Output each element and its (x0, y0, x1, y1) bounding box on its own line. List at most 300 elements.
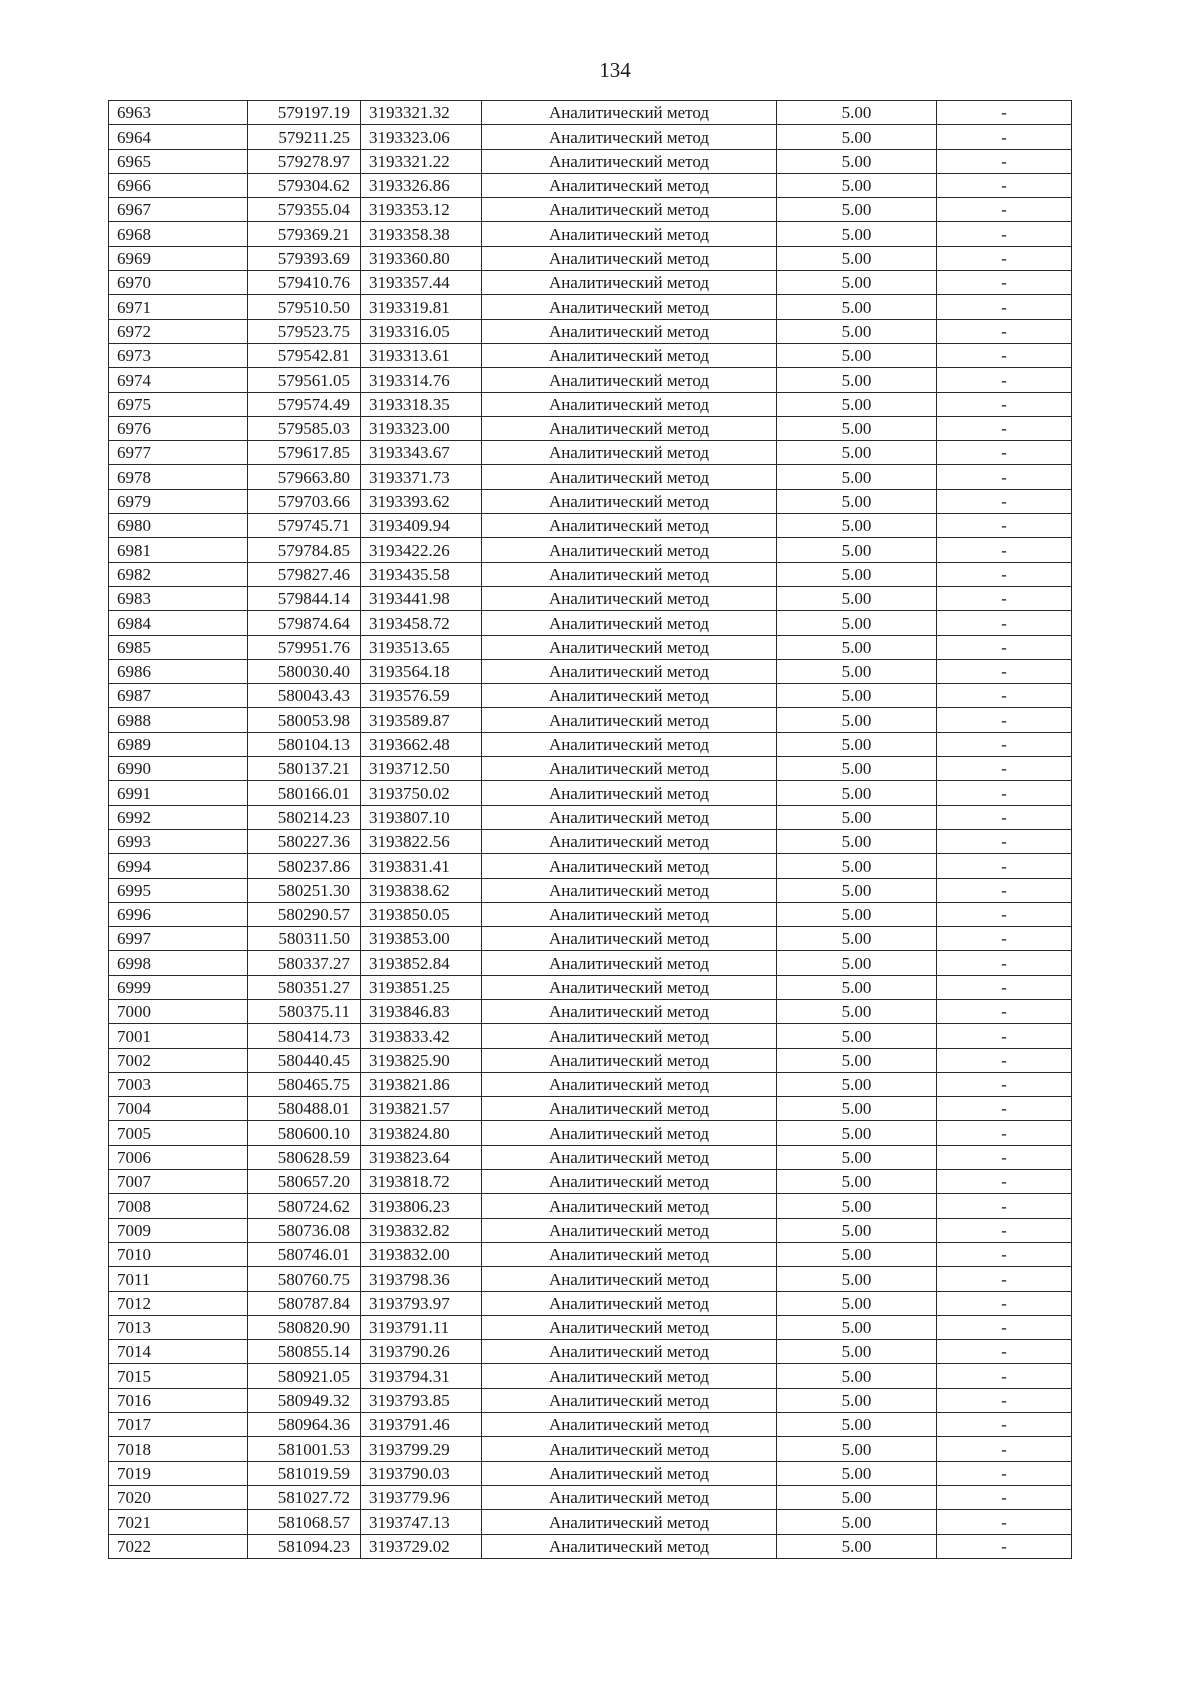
y-coordinate-cell: 3193850.05 (361, 902, 482, 926)
method-cell: Аналитический метод (482, 514, 777, 538)
table-row (109, 1194, 1072, 1218)
point-number-cell: 7021 (109, 1510, 248, 1534)
x-coordinate-cell: 579874.64 (248, 611, 361, 635)
y-coordinate-cell: 3193393.62 (361, 489, 482, 513)
method-cell: Аналитический метод (482, 1121, 777, 1145)
accuracy-value-cell: 5.00 (777, 1194, 937, 1218)
point-number-cell: 7008 (109, 1194, 248, 1218)
method-cell: Аналитический метод (482, 295, 777, 319)
point-number-cell: 6976 (109, 416, 248, 440)
point-number-cell: 6975 (109, 392, 248, 416)
accuracy-value-cell: 5.00 (777, 125, 937, 149)
y-coordinate-cell: 3193589.87 (361, 708, 482, 732)
method-cell: Аналитический метод (482, 951, 777, 975)
point-number-cell: 6981 (109, 538, 248, 562)
point-number-cell: 6971 (109, 295, 248, 319)
y-coordinate-cell: 3193793.97 (361, 1291, 482, 1315)
x-coordinate-cell: 580414.73 (248, 1024, 361, 1048)
note-cell: - (937, 319, 1072, 343)
note-cell: - (937, 392, 1072, 416)
accuracy-value-cell: 5.00 (777, 999, 937, 1023)
note-cell: - (937, 659, 1072, 683)
note-cell: - (937, 927, 1072, 951)
x-coordinate-cell: 581027.72 (248, 1485, 361, 1509)
table-row (109, 951, 1072, 975)
method-cell: Аналитический метод (482, 538, 777, 562)
x-coordinate-cell: 579542.81 (248, 343, 361, 367)
accuracy-value-cell: 5.00 (777, 586, 937, 610)
method-cell: Аналитический метод (482, 416, 777, 440)
table-row (109, 1534, 1072, 1558)
note-cell: - (937, 586, 1072, 610)
x-coordinate-cell: 580375.11 (248, 999, 361, 1023)
point-number-cell: 7004 (109, 1097, 248, 1121)
note-cell: - (937, 1510, 1072, 1534)
method-cell: Аналитический метод (482, 1364, 777, 1388)
accuracy-value-cell: 5.00 (777, 1388, 937, 1412)
method-cell: Аналитический метод (482, 708, 777, 732)
x-coordinate-cell: 579523.75 (248, 319, 361, 343)
y-coordinate-cell: 3193729.02 (361, 1534, 482, 1558)
accuracy-value-cell: 5.00 (777, 684, 937, 708)
accuracy-value-cell: 5.00 (777, 805, 937, 829)
y-coordinate-cell: 3193852.84 (361, 951, 482, 975)
method-cell: Аналитический метод (482, 149, 777, 173)
y-coordinate-cell: 3193798.36 (361, 1267, 482, 1291)
method-cell: Аналитический метод (482, 1170, 777, 1194)
accuracy-value-cell: 5.00 (777, 1072, 937, 1096)
coordinates-table-body (109, 101, 1072, 1559)
table-row (109, 1145, 1072, 1169)
note-cell: - (937, 951, 1072, 975)
x-coordinate-cell: 580166.01 (248, 781, 361, 805)
method-cell: Аналитический метод (482, 1291, 777, 1315)
y-coordinate-cell: 3193846.83 (361, 999, 482, 1023)
point-number-cell: 6980 (109, 514, 248, 538)
accuracy-value-cell: 5.00 (777, 927, 937, 951)
y-coordinate-cell: 3193435.58 (361, 562, 482, 586)
note-cell: - (937, 635, 1072, 659)
x-coordinate-cell: 580488.01 (248, 1097, 361, 1121)
note-cell: - (937, 271, 1072, 295)
method-cell: Аналитический метод (482, 271, 777, 295)
point-number-cell: 6967 (109, 198, 248, 222)
note-cell: - (937, 1315, 1072, 1339)
y-coordinate-cell: 3193824.80 (361, 1121, 482, 1145)
note-cell: - (937, 1194, 1072, 1218)
x-coordinate-cell: 579574.49 (248, 392, 361, 416)
table-row (109, 732, 1072, 756)
point-number-cell: 6996 (109, 902, 248, 926)
table-row (109, 999, 1072, 1023)
note-cell: - (937, 562, 1072, 586)
method-cell: Аналитический метод (482, 125, 777, 149)
method-cell: Аналитический метод (482, 1267, 777, 1291)
table-row (109, 927, 1072, 951)
point-number-cell: 6972 (109, 319, 248, 343)
point-number-cell: 7014 (109, 1340, 248, 1364)
note-cell: - (937, 1534, 1072, 1558)
accuracy-value-cell: 5.00 (777, 902, 937, 926)
note-cell: - (937, 902, 1072, 926)
x-coordinate-cell: 579703.66 (248, 489, 361, 513)
note-cell: - (937, 368, 1072, 392)
method-cell: Аналитический метод (482, 684, 777, 708)
x-coordinate-cell: 579827.46 (248, 562, 361, 586)
point-number-cell: 7003 (109, 1072, 248, 1096)
x-coordinate-cell: 580787.84 (248, 1291, 361, 1315)
table-row (109, 1024, 1072, 1048)
method-cell: Аналитический метод (482, 1437, 777, 1461)
table-row (109, 271, 1072, 295)
y-coordinate-cell: 3193832.82 (361, 1218, 482, 1242)
point-number-cell: 6985 (109, 635, 248, 659)
note-cell: - (937, 198, 1072, 222)
accuracy-value-cell: 5.00 (777, 635, 937, 659)
accuracy-value-cell: 5.00 (777, 1048, 937, 1072)
note-cell: - (937, 465, 1072, 489)
point-number-cell: 6966 (109, 173, 248, 197)
note-cell: - (937, 1072, 1072, 1096)
note-cell: - (937, 1364, 1072, 1388)
accuracy-value-cell: 5.00 (777, 465, 937, 489)
y-coordinate-cell: 3193821.86 (361, 1072, 482, 1096)
x-coordinate-cell: 579617.85 (248, 441, 361, 465)
table-row (109, 149, 1072, 173)
method-cell: Аналитический метод (482, 1485, 777, 1509)
x-coordinate-cell: 580600.10 (248, 1121, 361, 1145)
method-cell: Аналитический метод (482, 999, 777, 1023)
accuracy-value-cell: 5.00 (777, 246, 937, 270)
table-row (109, 1242, 1072, 1266)
accuracy-value-cell: 5.00 (777, 1218, 937, 1242)
table-row (109, 708, 1072, 732)
point-number-cell: 6989 (109, 732, 248, 756)
x-coordinate-cell: 580820.90 (248, 1315, 361, 1339)
x-coordinate-cell: 581001.53 (248, 1437, 361, 1461)
method-cell: Аналитический метод (482, 757, 777, 781)
y-coordinate-cell: 3193793.85 (361, 1388, 482, 1412)
y-coordinate-cell: 3193822.56 (361, 829, 482, 853)
note-cell: - (937, 1048, 1072, 1072)
x-coordinate-cell: 579211.25 (248, 125, 361, 149)
method-cell: Аналитический метод (482, 975, 777, 999)
accuracy-value-cell: 5.00 (777, 829, 937, 853)
x-coordinate-cell: 580351.27 (248, 975, 361, 999)
accuracy-value-cell: 5.00 (777, 1121, 937, 1145)
note-cell: - (937, 684, 1072, 708)
method-cell: Аналитический метод (482, 1218, 777, 1242)
note-cell: - (937, 1267, 1072, 1291)
y-coordinate-cell: 3193791.46 (361, 1413, 482, 1437)
x-coordinate-cell: 579745.71 (248, 514, 361, 538)
x-coordinate-cell: 580053.98 (248, 708, 361, 732)
x-coordinate-cell: 579510.50 (248, 295, 361, 319)
note-cell: - (937, 805, 1072, 829)
table-row (109, 173, 1072, 197)
method-cell: Аналитический метод (482, 343, 777, 367)
note-cell: - (937, 732, 1072, 756)
accuracy-value-cell: 5.00 (777, 1534, 937, 1558)
point-number-cell: 6993 (109, 829, 248, 853)
table-row (109, 1413, 1072, 1437)
point-number-cell: 6973 (109, 343, 248, 367)
point-number-cell: 7006 (109, 1145, 248, 1169)
point-number-cell: 6964 (109, 125, 248, 149)
x-coordinate-cell: 580760.75 (248, 1267, 361, 1291)
accuracy-value-cell: 5.00 (777, 1291, 937, 1315)
y-coordinate-cell: 3193818.72 (361, 1170, 482, 1194)
point-number-cell: 7013 (109, 1315, 248, 1339)
accuracy-value-cell: 5.00 (777, 1340, 937, 1364)
x-coordinate-cell: 580949.32 (248, 1388, 361, 1412)
point-number-cell: 7015 (109, 1364, 248, 1388)
table-row (109, 1072, 1072, 1096)
note-cell: - (937, 1461, 1072, 1485)
note-cell: - (937, 854, 1072, 878)
y-coordinate-cell: 3193323.06 (361, 125, 482, 149)
note-cell: - (937, 538, 1072, 562)
method-cell: Аналитический метод (482, 1340, 777, 1364)
y-coordinate-cell: 3193441.98 (361, 586, 482, 610)
note-cell: - (937, 246, 1072, 270)
y-coordinate-cell: 3193316.05 (361, 319, 482, 343)
point-number-cell: 7000 (109, 999, 248, 1023)
y-coordinate-cell: 3193851.25 (361, 975, 482, 999)
point-number-cell: 7011 (109, 1267, 248, 1291)
point-number-cell: 6990 (109, 757, 248, 781)
table-row (109, 1291, 1072, 1315)
accuracy-value-cell: 5.00 (777, 295, 937, 319)
table-row (109, 805, 1072, 829)
table-row (109, 684, 1072, 708)
method-cell: Аналитический метод (482, 1315, 777, 1339)
note-cell: - (937, 1340, 1072, 1364)
note-cell: - (937, 1145, 1072, 1169)
note-cell: - (937, 999, 1072, 1023)
point-number-cell: 6977 (109, 441, 248, 465)
x-coordinate-cell: 580855.14 (248, 1340, 361, 1364)
method-cell: Аналитический метод (482, 246, 777, 270)
accuracy-value-cell: 5.00 (777, 271, 937, 295)
accuracy-value-cell: 5.00 (777, 951, 937, 975)
x-coordinate-cell: 579355.04 (248, 198, 361, 222)
accuracy-value-cell: 5.00 (777, 198, 937, 222)
table-row (109, 829, 1072, 853)
coordinates-table (108, 100, 1072, 1559)
y-coordinate-cell: 3193790.26 (361, 1340, 482, 1364)
x-coordinate-cell: 581068.57 (248, 1510, 361, 1534)
note-cell: - (937, 878, 1072, 902)
table-row (109, 319, 1072, 343)
accuracy-value-cell: 5.00 (777, 1242, 937, 1266)
accuracy-value-cell: 5.00 (777, 732, 937, 756)
method-cell: Аналитический метод (482, 1242, 777, 1266)
table-row (109, 392, 1072, 416)
y-coordinate-cell: 3193821.57 (361, 1097, 482, 1121)
accuracy-value-cell: 5.00 (777, 441, 937, 465)
x-coordinate-cell: 579663.80 (248, 465, 361, 489)
accuracy-value-cell: 5.00 (777, 392, 937, 416)
note-cell: - (937, 1242, 1072, 1266)
accuracy-value-cell: 5.00 (777, 878, 937, 902)
accuracy-value-cell: 5.00 (777, 222, 937, 246)
x-coordinate-cell: 580964.36 (248, 1413, 361, 1437)
x-coordinate-cell: 580921.05 (248, 1364, 361, 1388)
accuracy-value-cell: 5.00 (777, 1437, 937, 1461)
method-cell: Аналитический метод (482, 902, 777, 926)
x-coordinate-cell: 579951.76 (248, 635, 361, 659)
accuracy-value-cell: 5.00 (777, 975, 937, 999)
table-row (109, 1170, 1072, 1194)
method-cell: Аналитический метод (482, 1194, 777, 1218)
table-row (109, 902, 1072, 926)
y-coordinate-cell: 3193662.48 (361, 732, 482, 756)
table-row (109, 1315, 1072, 1339)
table-row (109, 611, 1072, 635)
table-row (109, 1388, 1072, 1412)
table-row (109, 222, 1072, 246)
table-row (109, 975, 1072, 999)
note-cell: - (937, 1437, 1072, 1461)
method-cell: Аналитический метод (482, 732, 777, 756)
method-cell: Аналитический метод (482, 781, 777, 805)
method-cell: Аналитический метод (482, 659, 777, 683)
method-cell: Аналитический метод (482, 368, 777, 392)
x-coordinate-cell: 579585.03 (248, 416, 361, 440)
table-row (109, 878, 1072, 902)
point-number-cell: 6999 (109, 975, 248, 999)
x-coordinate-cell: 579844.14 (248, 586, 361, 610)
x-coordinate-cell: 580030.40 (248, 659, 361, 683)
y-coordinate-cell: 3193823.64 (361, 1145, 482, 1169)
accuracy-value-cell: 5.00 (777, 368, 937, 392)
table-row (109, 757, 1072, 781)
x-coordinate-cell: 581094.23 (248, 1534, 361, 1558)
point-number-cell: 6969 (109, 246, 248, 270)
y-coordinate-cell: 3193750.02 (361, 781, 482, 805)
note-cell: - (937, 343, 1072, 367)
x-coordinate-cell: 580227.36 (248, 829, 361, 853)
point-number-cell: 6965 (109, 149, 248, 173)
x-coordinate-cell: 580440.45 (248, 1048, 361, 1072)
point-number-cell: 6970 (109, 271, 248, 295)
x-coordinate-cell: 579393.69 (248, 246, 361, 270)
table-row (109, 343, 1072, 367)
y-coordinate-cell: 3193807.10 (361, 805, 482, 829)
note-cell: - (937, 222, 1072, 246)
method-cell: Аналитический метод (482, 878, 777, 902)
y-coordinate-cell: 3193357.44 (361, 271, 482, 295)
accuracy-value-cell: 5.00 (777, 101, 937, 125)
x-coordinate-cell: 580237.86 (248, 854, 361, 878)
point-number-cell: 6994 (109, 854, 248, 878)
accuracy-value-cell: 5.00 (777, 854, 937, 878)
table-row (109, 416, 1072, 440)
method-cell: Аналитический метод (482, 1072, 777, 1096)
table-row (109, 659, 1072, 683)
point-number-cell: 6986 (109, 659, 248, 683)
x-coordinate-cell: 579561.05 (248, 368, 361, 392)
y-coordinate-cell: 3193314.76 (361, 368, 482, 392)
y-coordinate-cell: 3193326.86 (361, 173, 482, 197)
point-number-cell: 6978 (109, 465, 248, 489)
method-cell: Аналитический метод (482, 1534, 777, 1558)
point-number-cell: 7001 (109, 1024, 248, 1048)
y-coordinate-cell: 3193409.94 (361, 514, 482, 538)
table-row (109, 562, 1072, 586)
note-cell: - (937, 416, 1072, 440)
x-coordinate-cell: 580214.23 (248, 805, 361, 829)
point-number-cell: 6997 (109, 927, 248, 951)
point-number-cell: 7017 (109, 1413, 248, 1437)
table-row (109, 1364, 1072, 1388)
note-cell: - (937, 1485, 1072, 1509)
x-coordinate-cell: 580736.08 (248, 1218, 361, 1242)
note-cell: - (937, 125, 1072, 149)
method-cell: Аналитический метод (482, 1097, 777, 1121)
y-coordinate-cell: 3193422.26 (361, 538, 482, 562)
y-coordinate-cell: 3193323.00 (361, 416, 482, 440)
y-coordinate-cell: 3193779.96 (361, 1485, 482, 1509)
note-cell: - (937, 708, 1072, 732)
table-row (109, 368, 1072, 392)
note-cell: - (937, 1097, 1072, 1121)
table-row (109, 1461, 1072, 1485)
point-number-cell: 6968 (109, 222, 248, 246)
accuracy-value-cell: 5.00 (777, 538, 937, 562)
table-row (109, 635, 1072, 659)
table-row (109, 1485, 1072, 1509)
accuracy-value-cell: 5.00 (777, 319, 937, 343)
note-cell: - (937, 1388, 1072, 1412)
y-coordinate-cell: 3193513.65 (361, 635, 482, 659)
method-cell: Аналитический метод (482, 805, 777, 829)
y-coordinate-cell: 3193833.42 (361, 1024, 482, 1048)
point-number-cell: 7022 (109, 1534, 248, 1558)
method-cell: Аналитический метод (482, 441, 777, 465)
table-row (109, 441, 1072, 465)
y-coordinate-cell: 3193318.35 (361, 392, 482, 416)
y-coordinate-cell: 3193712.50 (361, 757, 482, 781)
method-cell: Аналитический метод (482, 101, 777, 125)
method-cell: Аналитический метод (482, 173, 777, 197)
y-coordinate-cell: 3193313.61 (361, 343, 482, 367)
y-coordinate-cell: 3193564.18 (361, 659, 482, 683)
table-row (109, 246, 1072, 270)
point-number-cell: 6992 (109, 805, 248, 829)
y-coordinate-cell: 3193321.22 (361, 149, 482, 173)
note-cell: - (937, 829, 1072, 853)
point-number-cell: 6991 (109, 781, 248, 805)
x-coordinate-cell: 579369.21 (248, 222, 361, 246)
accuracy-value-cell: 5.00 (777, 416, 937, 440)
x-coordinate-cell: 580724.62 (248, 1194, 361, 1218)
method-cell: Аналитический метод (482, 1388, 777, 1412)
point-number-cell: 6979 (109, 489, 248, 513)
y-coordinate-cell: 3193343.67 (361, 441, 482, 465)
point-number-cell: 7016 (109, 1388, 248, 1412)
y-coordinate-cell: 3193458.72 (361, 611, 482, 635)
note-cell: - (937, 441, 1072, 465)
point-number-cell: 6982 (109, 562, 248, 586)
point-number-cell: 6974 (109, 368, 248, 392)
accuracy-value-cell: 5.00 (777, 1485, 937, 1509)
method-cell: Аналитический метод (482, 635, 777, 659)
method-cell: Аналитический метод (482, 854, 777, 878)
note-cell: - (937, 975, 1072, 999)
method-cell: Аналитический метод (482, 829, 777, 853)
